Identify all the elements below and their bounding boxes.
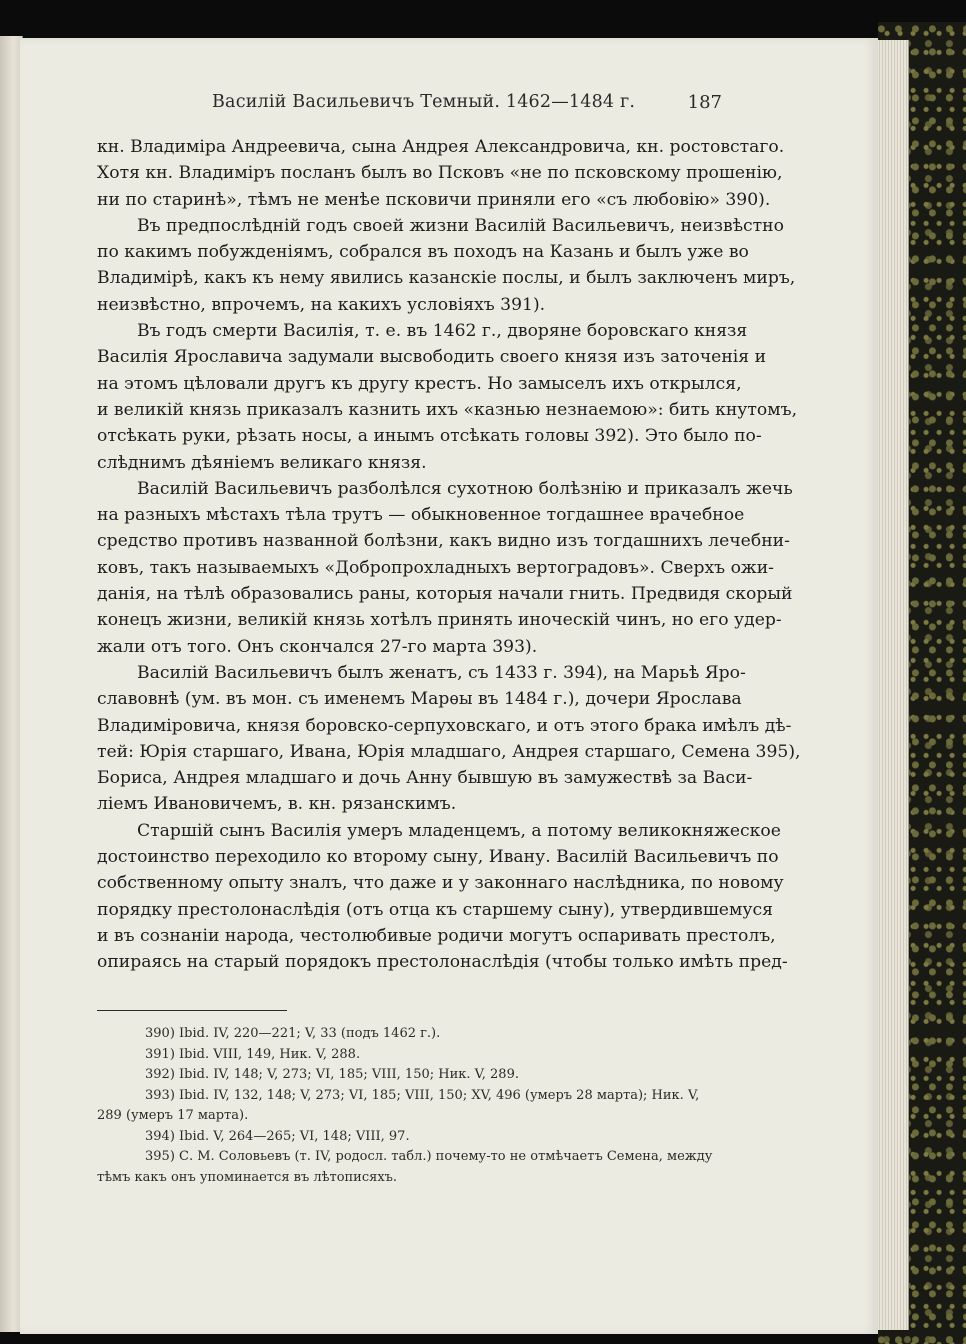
text-line: данія, на тѣлѣ образовались раны, которыя начали гнить. Предвидя скорый — [97, 584, 793, 605]
footnote: 394) Ibid. V, 264—265; VI, 148; VIII, 97. — [145, 1128, 410, 1144]
text-line: Василія Ярославича задумали высвободить своего князя изъ заточенія и — [97, 347, 767, 368]
footnote: 392) Ibid. IV, 148; V, 273; VI, 185; VIII, 150; Ник. V, 289. — [145, 1067, 519, 1082]
footnotes — [97, 1024, 722, 1188]
running-header — [212, 92, 722, 118]
text-line: на разныхъ мѣстахъ тѣла трутъ — обыкновенное тогдашнее врачебное — [97, 505, 745, 526]
text-line: порядку престолонаслѣдія (отъ отца къ старшему сыну), утвердившемуся — [97, 899, 773, 920]
footnote-divider — [97, 1010, 287, 1011]
text-line: Василій Васильевичъ разболѣлся сухотною болѣзнію и приказалъ жечь — [137, 478, 793, 499]
main-text — [97, 134, 801, 976]
footnote-continuation: 289 (умеръ 17 марта). — [97, 1108, 249, 1123]
text-line: и въ сознаніи народа, честолюбивые родичи могутъ оспаривать престолъ, — [97, 925, 776, 946]
text-line: Въ предпослѣдній годъ своей жизни Василій Васильевичъ, неизвѣстно — [137, 215, 784, 236]
text-line: на этомъ цѣловали другъ къ другу крестъ. Но замыселъ ихъ открылся, — [97, 373, 742, 394]
text-line: Хотя кн. Владиміръ посланъ былъ во Псковъ «не по псковскому прошенію, — [97, 163, 783, 184]
text-line: Старшій сынъ Василія умеръ младенцемъ, а потому великокняжеское — [137, 820, 781, 841]
text-line: ковъ, такъ называемыхъ «Добропрохладныхъ вертоградовъ». Сверхъ ожи- — [97, 557, 774, 578]
text-line: ни по старинѣ», тѣмъ не менѣе псковичи приняли его «съ любовію» 390). — [97, 189, 771, 210]
text-line: по какимъ побужденіямъ, собрался въ походъ на Казань и былъ уже во — [97, 242, 749, 263]
text-line: неизвѣстно, впрочемъ, на какихъ условіяхъ 391). — [97, 294, 546, 315]
text-line: отсѣкать руки, рѣзать носы, а инымъ отсѣкать головы 392). Это было по- — [97, 426, 762, 447]
running-title: Василій Васильевичъ Темный. 1462—1484 г. — [212, 92, 636, 112]
text-line: Василій Васильевичъ былъ женатъ, съ 1433 г. 394), на Марьѣ Яро- — [137, 662, 746, 683]
footnote: 390) Ibid. IV, 220—221; V, 33 (подъ 1462 г.). — [145, 1026, 441, 1041]
text-line: Бориса, Андрея младшаго и дочь Анну бывшую въ замужествѣ за Васи- — [97, 768, 753, 789]
text-line: Въ годъ смерти Василія, т. е. въ 1462 г., дворяне боровскаго князя — [137, 321, 748, 342]
text-line: славовнѣ (ум. въ мон. съ именемъ Марѳы въ 1484 г.), дочери Ярослава — [97, 689, 742, 710]
text-line: тей: Юрія старшаго, Ивана, Юрія младшаго, Андрея старшаго, Семена 395), — [97, 741, 801, 762]
text-line: слѣднимъ дѣяніемъ великаго князя. — [97, 452, 427, 473]
footnote: 391) Ibid. VIII, 149, Ник. V, 288. — [145, 1046, 361, 1062]
text-line: ліемъ Ивановичемъ, в. кн. рязанскимъ. — [97, 794, 457, 815]
text-line: опираясь на старый порядокъ престолонаслѣдія (чтобы только имѣть пред- — [97, 952, 788, 973]
text-line: Владиміровича, князя боровско-серпуховскаго, и отъ этого брака имѣлъ дѣ- — [97, 715, 792, 736]
footnote: 395) С. М. Соловьевъ (т. IV, родосл. табл.) почему-то не отмѣчаетъ Семена, между — [145, 1149, 713, 1164]
footnote-continuation: тѣмъ какъ онъ упоминается въ лѣтописяхъ. — [97, 1169, 398, 1185]
footnote: 393) Ibid. IV, 132, 148; V, 273; VI, 185; VIII, 150; XV, 496 (умеръ 28 марта); Ник. V, — [145, 1087, 700, 1103]
text-line: конецъ жизни, великій князь хотѣлъ принять иноческій чинъ, но его удер- — [97, 610, 782, 631]
text-line: собственному опыту зналъ, что даже и у законнаго наслѣдника, по новому — [97, 873, 784, 894]
text-line: средство противъ названной болѣзни, какъ видно изъ тогдашнихъ лечебни- — [97, 531, 790, 552]
text-line: кн. Владиміра Андреевича, сына Андрея Александровича, кн. ростовстаго. — [97, 137, 785, 157]
text-line: Владимірѣ, какъ къ нему явились казанскіе послы, и былъ заключенъ миръ, — [97, 268, 796, 289]
page-number: 187 — [687, 92, 722, 113]
text-line: и великій князь приказалъ казнить ихъ «казнью незнаемою»: бить кнутомъ, — [97, 399, 798, 420]
text-line: достоинство переходило ко второму сыну, Ивану. Василій Васильевичъ по — [97, 847, 779, 868]
text-line: жали отъ того. Онъ скончался 27-го марта 393). — [97, 636, 538, 657]
